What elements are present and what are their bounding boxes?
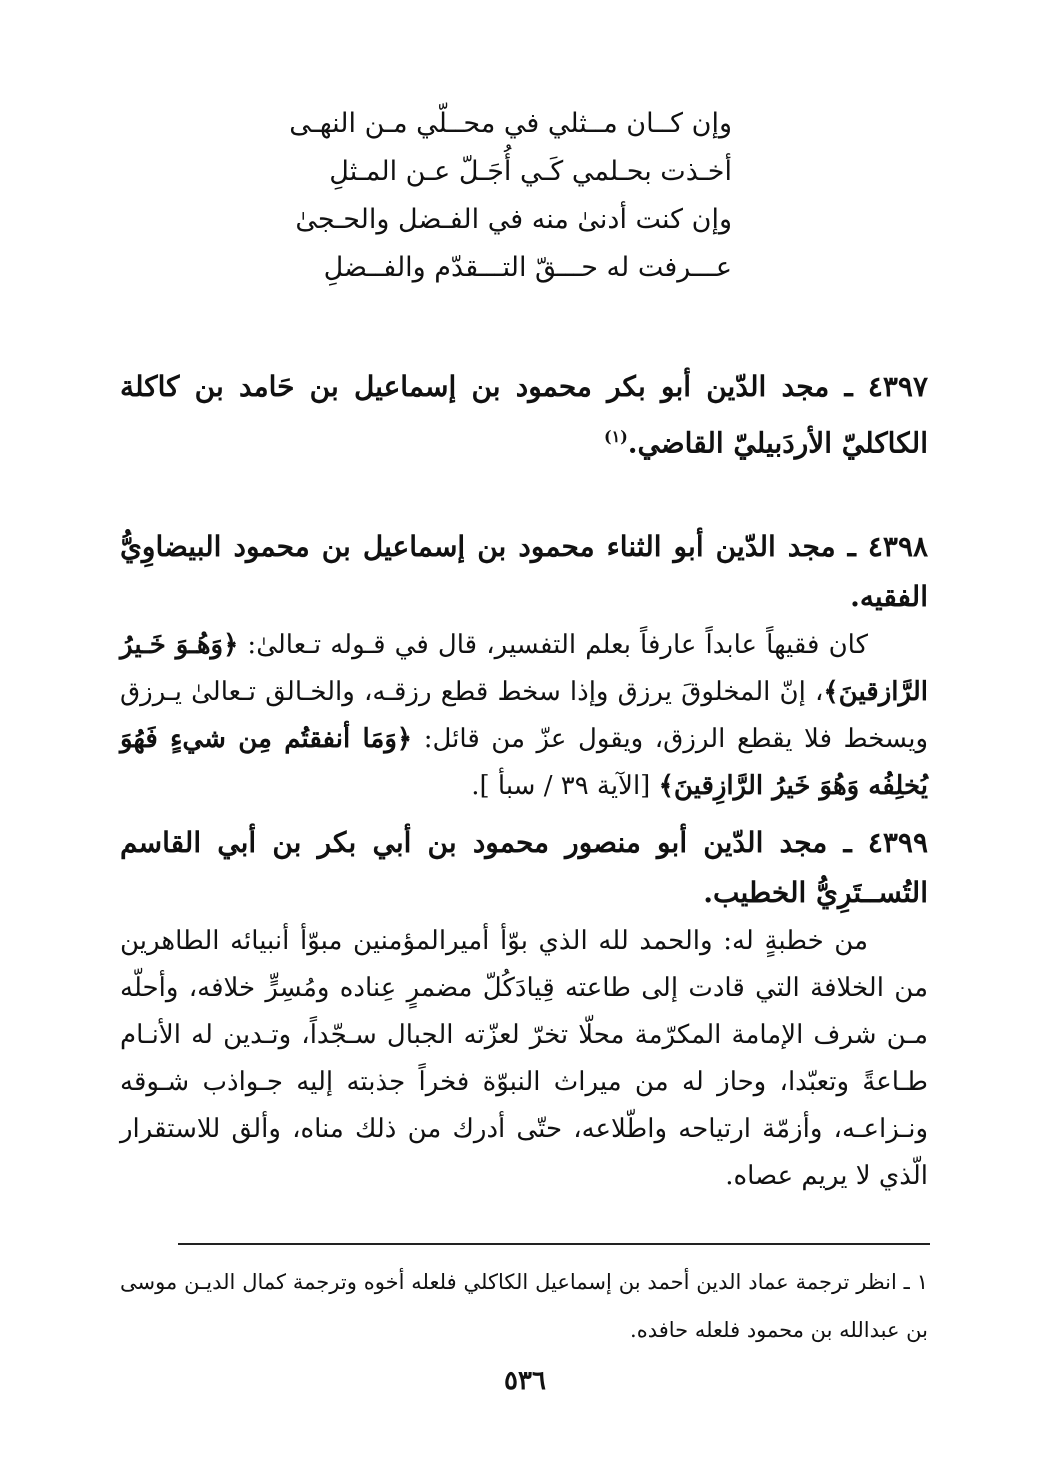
quran-quote: ﴿وَهُـوَ خَـيرُ الرَّازقينَ﴾ — [120, 630, 928, 707]
quran-quote: ﴿وَمَا أنفقتُم مِن شيءٍ فَهُوَ يُخلِفُه وَهُوَ خَيرُ الرَّازِقينَ﴾ — [120, 724, 928, 801]
poem-line-4: عـــرفت له حـــقّ التـــقدّم والفــضلِ — [323, 252, 732, 283]
body-text: كان فقيهاً عابداً عارفاً بعلم التفسير، قال في قـوله تـعالىٰ: — [238, 630, 868, 660]
entry-4399 — [120, 818, 928, 1200]
footnote: ١ ـ انظر ترجمة عماد الدين أحمد بن إسماعيل الكاكلي فلعله أخوه وترجمة كمال الديـن موسى بن عبدالله بن محمود فلعله حافده. — [120, 1270, 928, 1342]
page-number: ٥٣٦ — [504, 1366, 546, 1396]
poem-block — [289, 100, 732, 292]
entry-body — [120, 622, 928, 810]
entry-heading: ٤٣٩٩ ـ مجد الدّين أبو منصور محمود بن أبي بكر بن أبي القاسم التُســتَرِيُّ الخطيب. — [120, 826, 928, 909]
footnote-divider — [178, 1243, 930, 1245]
body-text: ، إنّ المخلوقَ يرزق وإذا سخط قطع رزقـه، والخـالق تـعالىٰ يـرزق ويسخط فلا يقطع الرزق، ويقول عزّ من قائل: — [120, 677, 928, 754]
entry-heading — [120, 362, 928, 468]
poem-line-1: وإن كــان مــثلي في محــلّي مـن النهـى — [289, 108, 732, 139]
entry-body: من خطبةٍ له: والحمد لله الذي بوّأ أميرالمؤمنين مبوّأ أنبيائه الطاهرين من الخلافة التي قادت إلى طاعته قِيادَكُلّ مضمرٍ عِناده ومُسِرٍّ خلافه، وأحلّه مـن شرف الإمامة المكرّمة محلّا تخرّ لعزّته الجبال سـجّداً، وتـدين له الأنـام طـاعةً وتعبّدا، وحاز له من ميراث النبوّة فخراً جذبته إليه جـواذب شـوقه ونـزاعـه، وأزمّة ارتياحه واطّلاعه، حتّى أدرك من ذلك مناه، وألق للاستقرار الّذي لا يريم عصاه. — [120, 926, 928, 1191]
entry-heading: ٤٣٩٨ ـ مجد الدّين أبو الثناء محمود بن إسماعيل بن محمود البيضاوِيُّ الفقيه. — [120, 530, 929, 613]
poem-line-3: وإن كنت أدنىٰ منه في الفـضل والحـجىٰ — [295, 204, 732, 235]
entry-heading-text: ٤٣٩٧ ـ مجد الدّين أبو بكر محمود بن إسماعيل بن حَامد بن كاكلة الكاكليّ الأردَبيليّ القاضي. — [120, 370, 928, 460]
poem-line-2: أخـذت بحـلمي كَـي أُجَـلّ عـن المـثلِ — [329, 156, 732, 187]
footnote-reference: (١) — [604, 427, 628, 446]
body-text: [الآية ٣٩ / سبأ ]. — [471, 771, 659, 801]
entry-4397 — [120, 362, 928, 468]
entry-4398 — [120, 522, 928, 810]
